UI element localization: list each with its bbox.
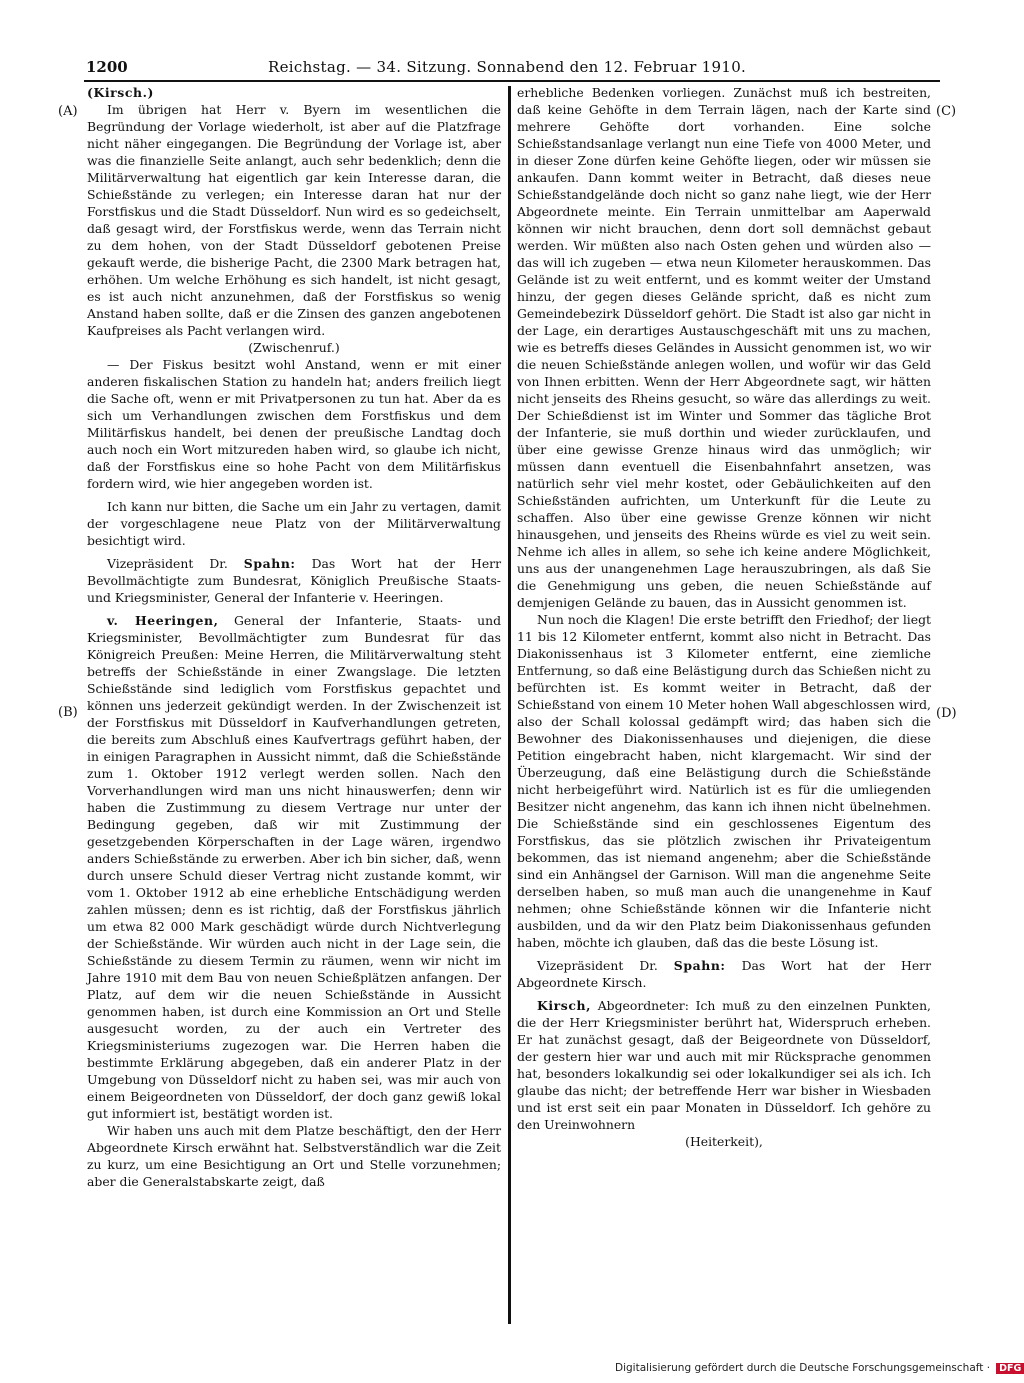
page-number: 1200 [86, 58, 128, 76]
left-column [87, 84, 501, 1324]
paragraph: — Der Fiskus besitzt wohl Anstand, wenn er mit einer anderen fiskalischen Station zu handeln hat; anders freilich liegt die Sache oft, wenn er mit Privatpersonen zu tun hat. Aber da es sich um Verhandlungen zwischen dem Forstfiskus und dem Militärfiskus handelt, bei denen der preußische Landtag doch auch noch ein Wort mitzureden haben wird, so glaube ich nicht, daß der Forstfiskus eine so hohe Pacht von dem Militärfiskus fordern wird, wie hier angegeben worden ist. [87, 357, 501, 491]
digitization-footer [615, 1362, 1022, 1378]
vice-president-remark: Vizepräsident Dr. Spahn: Das Wort hat der Herr Bevollmächtigte zum Bundesrat, Königlich Preußische Staats- und Kriegsminister, General der Infanterie v. Heeringen. [87, 556, 502, 605]
speech-heeringen: v. Heeringen, General der Infanterie, Staats- und Kriegsminister, Bevollmächtigter zum Bundesrat für das Königreich Preußen: Meine Herren, die Militärverwaltung steht betreffs der Schießstände in einer Zwangslage. Die letzten Schießstände sind lediglich vom Forstfiskus gepachtet und können uns jederzeit gekündigt werden. In der Zwischenzeit ist der Forstfiskus mit Düsseldorf in Kaufverhandlungen getreten, die bereits zum Abschluß eines Kaufvertrags geführt haben, der in einigen Paragraphen in Aussicht nimmt, daß die Schießstände zum 1. Oktober 1912 verlegt werden sollen. Nach den Vorverhandlungen wird man uns nicht hinauswerfen; denn wir haben die Zustimmung zu diesem Vertrage nur unter der Bedingung gegeben, daß wir mit Zustimmung der gesetzgebenden Körperschaften in der Lage wären, irgendwo anders Schießstände zu erwerben. Aber ich bin sicher, daß, wenn durch unsere Schuld dieser Vertrag nicht zustande kommt, wir vom 1. Oktober 1912 ab eine erhebliche Entschädigung werden zahlen müssen; denn es ist richtig, daß der Forstfiskus jährlich um etwa 82 000 Mark geschädigt würde durch Nichtverlegung der Schießstände. Wir würden auch nicht in der Lage sein, die Schießstände zu diesem Termin zu räumen, wenn wir nicht im Jahre 1910 mit dem Bau von neuen Schießplätzen anfangen. Der Platz, auf dem wir die neuen Schießstände in Aussicht genommen haben, ist durch eine Kommission an Ort und Stelle ausgesucht worden, zu der auch ein Vertreter des Kriegsministeriums zugezogen war. Die Herren haben die bestimmte Erklärung abgegeben, daß ein anderer Platz in der Umgebung von Düsseldorf nicht zu haben sei, was mir auch von einem Beigeordneten von Düsseldorf, der doch ganz gewiß lokal gut informiert ist, bestätigt worden ist. [87, 613, 501, 1121]
column-divider [508, 86, 511, 1324]
running-title: Reichstag. — 34. Sitzung. Sonnabend den 12. Februar 1910. [268, 58, 747, 76]
interjection: (Zwischenruf.) [248, 340, 340, 355]
paragraph: Nun noch die Klagen! Die erste betrifft den Friedhof; der liegt 11 bis 12 Kilometer entfernt, kommt also nicht in Betracht. Das Diakonissenhaus ist 3 Kilometer entfernt, eine ziemliche Entfernung, so daß eine Belästigung durch das Schießen nicht zu befürchten ist. Es kommt weiter in Betracht, daß der Schießstand von einem 10 Meter hohen Wall abgeschlossen wird, also der Schall kolossal gedämpft wird; das haben sich die Bewohner des Diakonissenhauses und diejenigen, die diese Petition eingebracht haben, nicht klargemacht. Wir sind der Überzeugung, daß eine Belästigung durch die Schießstände nicht herbeigeführt wird. Natürlich ist es für die umliegenden Besitzer nicht angenehm, das kann ich ihnen nicht übelnehmen. Die Schießstände sind ein geschlossenes Eigentum des Forstfiskus, das sie plötzlich zwischen ihr Privateigentum bekommen, das ist niemand angenehm; aber die Schießstände sind ein Anhängsel der Garnison. Will man die angenehme Seite derselben haben, so muß man auch die unangenehme in Kauf nehmen; ohne Schießstände können wir die Infanterie nicht ausbilden, und da wir den Platz beim Diakonissenhaus gefunden haben, möchte ich glauben, daß das die beste Lösung ist. [517, 612, 931, 950]
dfg-logo: DFG [996, 1363, 1024, 1374]
paragraph: Ich kann nur bitten, die Sache um ein Jahr zu vertagen, damit der vorgeschlagene neue Platz von der Militärverwaltung besichtigt wird. [87, 499, 501, 548]
footer-text: Digitalisierung gefördert durch die Deutsche Forschungsgemeinschaft · [615, 1362, 991, 1374]
margin-marker-d: (D) [936, 706, 957, 721]
page-header [84, 58, 940, 82]
speech-kirsch: Kirsch, Abgeordneter: Ich muß zu den einzelnen Punkten, die der Herr Kriegsminister berührt hat, Widerspruch erheben. Er hat zunächst gesagt, daß der Beigeordnete von Düsseldorf, der gestern hier war und auch mit mir Rücksprache genommen hat, besonders lokalkundig sei oder lokalkundiger sei als ich. Ich glaube das nicht; der betreffende Herr war bisher in Wiesbaden und ist erst seit ein paar Monaten in Düsseldorf. Ich gehöre zu den Ureinwohnern [517, 998, 931, 1132]
margin-marker-b: (B) [58, 705, 78, 720]
paragraph: Im übrigen hat Herr v. Byern im wesentlichen die Begründung der Vorlage wiederholt, ist aber auf die Platzfrage nicht näher eingegangen. Die Begründung der Vorlage ist, aber was die finanzielle Seite anlangt, auch sehr bedenklich; denn die Militärverwaltung hat eigentlich gar kein Interesse daran, die Schießstände zu verlegen; ein Interesse daran hat nur der Forstfiskus und die Stadt Düsseldorf. Nun wird es so gedeichselt, daß gesagt wird, der Forstfiskus werde, wenn das Terrain nicht zu dem hohen, von der Stadt Düsseldorf gebotenen Preise gekauft werde, die bisherige Pacht, die 2300 Mark betragen hat, erhöhen. Um welche Erhöhung es sich handelt, ist nicht gesagt, es ist auch nicht anzunehmen, daß der Forstfiskus so wenig Anstand haben sollte, daß er die Zinsen des ganzen angebotenen Kaufpreises als Pacht verlangen wird. [87, 102, 501, 338]
vice-president-remark: Vizepräsident Dr. Spahn: Das Wort hat der Herr Abgeordnete Kirsch. [517, 958, 932, 990]
speaker-tag: (Kirsch.) [87, 85, 154, 100]
paragraph: erhebliche Bedenken vorliegen. Zunächst muß ich bestreiten, daß keine Gehöfte in dem Terrain lägen, nach der Karte sind mehrere Gehöfte dort vorhanden. Eine solche Schießstandsanlage verlangt nun eine Tiefe von 4000 Meter, und in dieser Zone dürfen keine Gehöfte liegen, oder wir müssen sie ankaufen. Dann kommt weiter in Betracht, daß dieses neue Schießstandgelände doch nicht so ganz nahe liegt, wie der Herr Abgeordnete meinte. Ein Terrain unmittelbar am Aaperwald können wir nicht brauchen, denn dort soll demnächst gebaut werden. Wir müßten also nach Osten gehen und würden also — das will ich zugeben — etwa neun Kilometer herauskommen. Das Gelände ist zu weit entfernt, und es kommt weiter der Umstand hinzu, der gegen dieses Gelände spricht, daß es nicht zum Gemeindebezirk Düsseldorf gehört. Die Stadt ist also gar nicht in der Lage, ein derartiges Austauschgeschäft mit uns zu machen, wie es betreffs dieses Geländes in Aussicht genommen ist, wo wir die neuen Schießstände anlegen wollen, und wofür wir das Geld von Ihnen erbitten. Wenn der Herr Abgeordnete sagt, wir hätten nicht jenseits des Rheins gesucht, so wäre das allerdings zu weit. Der Schießdienst ist im Winter und Sommer das tägliche Brot der Infanterie, sie muß dorthin und wieder zurücklaufen, und über eine gewisse Grenze hinaus wird das unmöglich; wir müssen dann eventuell die Eisenbahnfahrt ansetzen, was natürlich sehr viel mehr kostet, oder Gebäulichkeiten auf den Schießständen aufrichten, um Unterkunft für die Leute zu schaffen. Also über eine gewisse Grenze können wir nicht hinausgehen, und jenseits des Rheins würde es viel zu weit sein. Nehme ich alles in allem, so sehe ich keine andere Möglichkeit, uns aus der unangenehmen Lage herauszubringen, als daß Sie die Genehmigung uns geben, die neuen Schießstände auf demjenigen Gelände zu bauen, das in Aussicht genommen ist. [517, 85, 931, 610]
margin-marker-c: (C) [936, 104, 957, 119]
margin-marker-a: (A) [58, 104, 78, 119]
right-column [517, 84, 931, 1324]
laughter-note: (Heiterkeit), [685, 1134, 763, 1149]
paragraph: Wir haben uns auch mit dem Platze beschäftigt, den der Herr Abgeordnete Kirsch erwähnt hat. Selbstverständlich war die Zeit zu kurz, um eine Besichtigung an Ort und Stelle vorzunehmen; aber die Generalstabskarte zeigt, daß [87, 1123, 501, 1189]
